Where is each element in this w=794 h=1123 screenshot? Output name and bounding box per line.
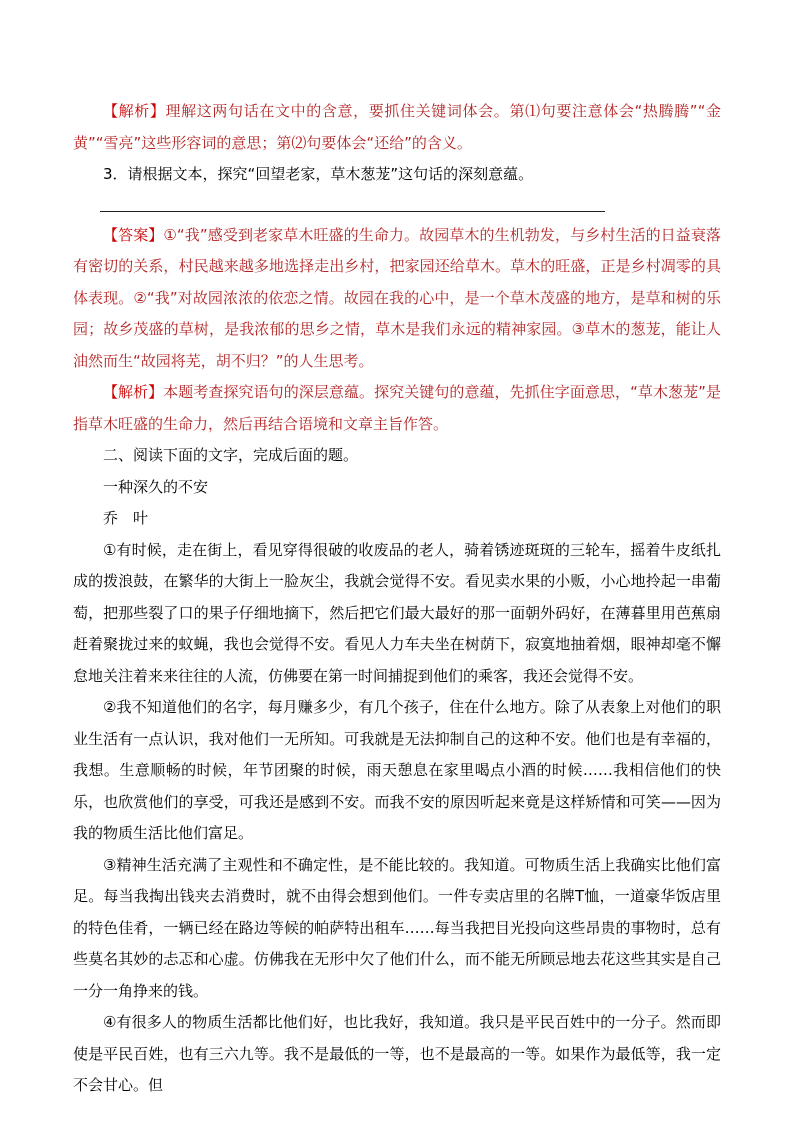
- article-paragraph-2: ②我不知道他们的名字，每月赚多少，有几个孩子，住在什么地方。除了从表象上对他们的职业生活有一点认识，我对他们一无所知。可我就是无法抑制自己的这种不安。他们也是有幸福的，我想。生意顺畅的时候，年节团聚的时候，雨天憩息在家里喝点小酒的时候……我相信他们的快乐，也欣赏他们的享受，可我还是感到不安。而我不安的原因听起来竟是这样矫情和可笑——因为我的物质生活比他们富足。: [73, 698, 721, 842]
- analysis-3: [73, 377, 721, 440]
- article-paragraph-4: ④有很多人的物质生活都比他们好，也比我好，我知道。我只是平民百姓中的一分子。然而即使是平民百姓，也有三六九等。我不是最低的一等，也不是最高的一等。如果作为最低等，我一定不会甘心。但: [73, 1013, 721, 1094]
- analysis-tag: 【解析】: [103, 102, 166, 120]
- answer-text: ①“我”感受到老家草木旺盛的生命力。故园草木的生机勃发，与乡村生活的日益衰落有密切的关系，村民越来越多地选择走出乡村，把家园还给草木。草木的旺盛，正是乡村凋零的具体表现。②“我”对故园浓浓的依恋之情。故园在我的心中，是一个草木茂盛的地方，是草和树的乐园；故乡茂盛的草树，是我浓郁的思乡之情，草木是我们永远的精神家园。③草木的葱茏，能让人油然而生“故园将芜，胡不归？”的人生思考。: [73, 225, 721, 370]
- question-3: 3．请根据文本，探究“回望老家，草木葱茏”这句话的深刻意蕴。: [103, 165, 534, 183]
- answer-3: [73, 220, 721, 378]
- article-paragraph-3: ③精神生活充满了主观性和不确定性，是不能比较的。我知道。可物质生活上我确实比他们富足。每当我掏出钱夹去消费时，就不由得会想到他们。一件专卖店里的名牌T恤，一道豪华饭店里的特色佳肴，一辆已经在路边等候的帕萨特出租车……每当我把目光投向这些昂贵的事物时，总有些莫名其妙的忐忑和心虚。仿佛我在无形中欠了他们什么，而不能无所顾忌地去花这些其实是自己一分一角挣来的钱。: [73, 855, 721, 1000]
- analysis-tag: 【解析】: [103, 383, 164, 401]
- analysis-text: 理解这两句话在文中的含意，要抓住关键词体会。第⑴句要注意体会“热腾腾”“金黄”“雪亮”这些形容词的意思；第⑵句要体会“还给”的含义。: [73, 102, 721, 152]
- document-content: [73, 96, 721, 1102]
- article-title: 一种深久的不安: [103, 477, 209, 496]
- section-heading: 二、阅读下面的文字，完成后面的题。: [103, 446, 359, 464]
- article-paragraph-1: ①有时候，走在街上，看见穿得很破的收废品的老人，骑着锈迹斑斑的三轮车，摇着牛皮纸扎成的拨浪鼓，在繁华的大街上一脸灰尘，我就会觉得不安。看见卖水果的小贩，小心地拎起一串葡萄，把那些裂了口的果子仔细地摘下，然后把它们最大最好的那一面朝外码好，在薄暮里用芭蕉扇赶着聚拢过来的蚊蝇，我也会觉得不安。看见人力车夫坐在树荫下，寂寞地抽着烟，眼神却毫不懈怠地关注着来来往往的人流，仿佛要在第一时间捕捉到他们的乘客，我还会觉得不安。: [73, 540, 721, 685]
- article-author: 乔 叶: [103, 509, 149, 527]
- answer-tag: 【答案】: [103, 225, 164, 244]
- analysis-text: 本题考查探究语句的深层意蕴。探究关键句的意蕴，先抓住字面意思，“草木葱茏”是指草木旺盛的生命力，然后再结合语境和文章主旨作答。: [73, 383, 721, 433]
- answer-blank-line: [100, 211, 605, 212]
- analysis-1: [73, 96, 721, 159]
